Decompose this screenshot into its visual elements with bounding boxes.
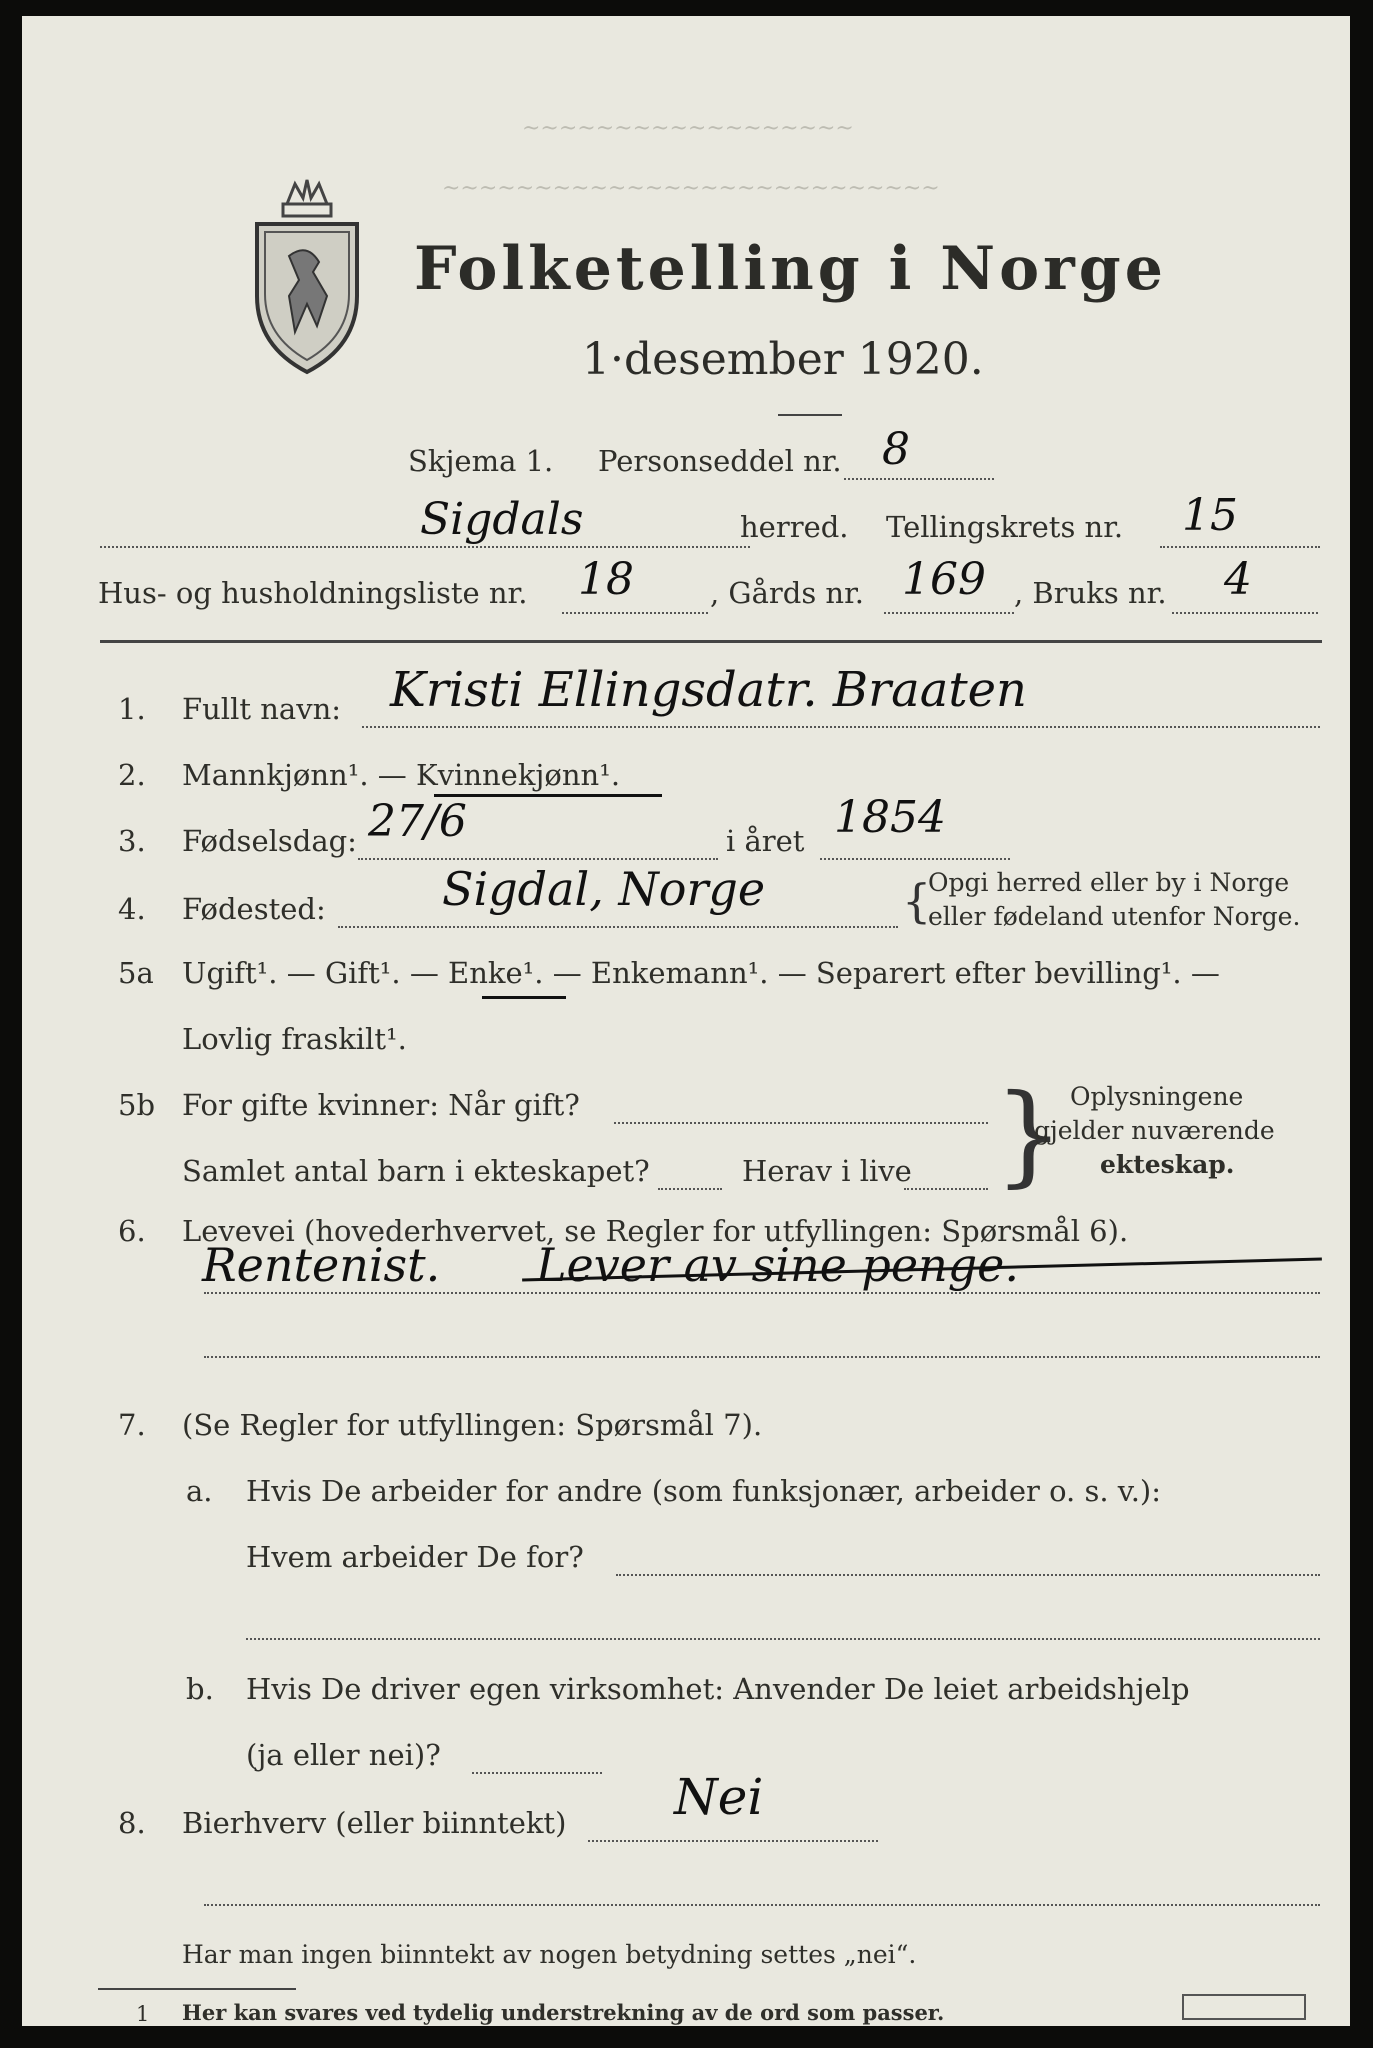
title-divider	[778, 414, 842, 416]
tellingskrets-value: 15	[1182, 490, 1238, 541]
full-name-field[interactable]	[362, 726, 1320, 728]
q5b-note-line1: Oplysningene	[1070, 1082, 1244, 1111]
herred-field[interactable]	[100, 546, 750, 548]
footnote-text: Her kan svares ved tydelig understrekning av de ord som passer.	[182, 2000, 945, 2025]
printer-stamp	[1182, 1994, 1306, 2020]
occupation-value: Rentenist.	[202, 1238, 441, 1292]
gards-field[interactable]	[884, 612, 1014, 614]
q5b-children-label: Samlet antal barn i ekteskapet?	[182, 1154, 650, 1188]
q7a-letter: a.	[186, 1474, 213, 1508]
husholdningsliste-value: 18	[578, 554, 634, 605]
occupation-field-line2[interactable]	[204, 1356, 1320, 1358]
q7-number: 7.	[118, 1408, 146, 1442]
q5a-marital-options: Ugift¹. — Gift¹. — Enke¹. — Enkemann¹. — Separert efter bevilling¹. —	[182, 956, 1220, 990]
children-alive-field[interactable]	[904, 1188, 988, 1190]
employer-field-line2[interactable]	[246, 1638, 1320, 1640]
side-income-value: Nei	[674, 1768, 764, 1826]
q3-label: Fødselsdag:	[182, 824, 357, 858]
husholdningsliste-field[interactable]	[562, 612, 708, 614]
footnote-mark: 1	[136, 2002, 150, 2026]
married-when-field[interactable]	[614, 1122, 988, 1124]
q4-note-line1: Opgi herred eller by i Norge	[928, 868, 1290, 897]
coat-of-arms-icon	[247, 176, 367, 380]
q7b-letter: b.	[186, 1672, 214, 1706]
q2-gender-options: Mannkjønn¹. — Kvinnekjønn¹.	[182, 758, 621, 792]
hired-help-field[interactable]	[472, 1772, 602, 1774]
q7a-employer-label: Hvem arbeider De for?	[246, 1540, 584, 1574]
bruks-field[interactable]	[1172, 612, 1318, 614]
occupation-struck-value: Lever av sine penge.	[536, 1238, 1019, 1292]
herred-label: herred.	[740, 510, 849, 544]
q5b-number: 5b	[118, 1088, 156, 1122]
footnote-divider	[98, 1988, 296, 1990]
q7b-line2: (ja eller nei)?	[246, 1738, 441, 1772]
form-title: Folketelling i Norge	[414, 234, 1167, 304]
year-label: i året	[726, 824, 805, 858]
q8-number: 8.	[118, 1806, 146, 1840]
q5b-alive-label: Herav i live	[742, 1154, 912, 1188]
side-income-field[interactable]	[588, 1840, 878, 1842]
herred-value: Sigdals	[420, 494, 584, 545]
birth-year-value: 1854	[834, 792, 946, 843]
occupation-field[interactable]	[204, 1292, 1320, 1294]
birth-year-field[interactable]	[820, 858, 1010, 860]
q5b-married-when-label: For gifte kvinner: Når gift?	[182, 1088, 580, 1122]
kvinnekjonn-underline	[434, 794, 662, 797]
q6-number: 6.	[118, 1214, 146, 1248]
gards-value: 169	[902, 554, 986, 605]
side-income-note: Har man ingen biinntekt av nogen betydning settes „nei“.	[182, 1940, 917, 1969]
full-name-value: Kristi Ellingsdatr. Braaten	[390, 662, 1027, 718]
census-form-page	[22, 16, 1350, 2026]
q4-number: 4.	[118, 892, 146, 926]
bleed-through-text: ~~~~~~~~~~~~~~~~~~~~~~~~~~~	[442, 176, 940, 201]
q5b-note-brace: }	[994, 1070, 1064, 1198]
enke-underline	[482, 996, 566, 999]
bleed-through-text: ~~~~~~~~~~~~~~~~~~	[522, 116, 854, 141]
q5b-note-line3: ekteskap.	[1100, 1150, 1235, 1179]
gards-label: , Gårds nr.	[710, 576, 864, 610]
q3-number: 3.	[118, 824, 146, 858]
birthday-field[interactable]	[358, 858, 718, 860]
q1-label: Fullt navn:	[182, 692, 342, 726]
q5b-note-line2: gjelder nuværende	[1034, 1116, 1275, 1145]
side-income-field-line2[interactable]	[204, 1904, 1320, 1906]
q5a-number: 5a	[118, 956, 154, 990]
census-date: 1·desember 1920.	[582, 334, 984, 385]
personseddel-value: 8	[882, 424, 910, 475]
birthday-value: 27/6	[368, 796, 467, 847]
q4-note-bracket: {	[902, 874, 932, 928]
tellingskrets-label: Tellingskrets nr.	[886, 510, 1124, 544]
header-divider	[100, 640, 1322, 643]
tellingskrets-field[interactable]	[1160, 546, 1320, 548]
husholdningsliste-label: Hus- og husholdningsliste nr.	[98, 576, 528, 610]
personseddel-label: Personseddel nr.	[598, 444, 842, 478]
schema-label: Skjema 1.	[408, 444, 554, 478]
bruks-label: , Bruks nr.	[1014, 576, 1167, 610]
birthplace-field[interactable]	[338, 926, 898, 928]
bruks-value: 4	[1224, 554, 1252, 605]
personseddel-field[interactable]	[844, 478, 994, 480]
q1-number: 1.	[118, 692, 146, 726]
children-total-field[interactable]	[658, 1188, 722, 1190]
q2-number: 2.	[118, 758, 146, 792]
q8-label: Bierhverv (eller biinntekt)	[182, 1806, 567, 1840]
birthplace-value: Sigdal, Norge	[442, 862, 766, 916]
q4-label: Fødested:	[182, 892, 326, 926]
q4-note-line2: eller fødeland utenfor Norge.	[928, 902, 1301, 931]
q6-occupation-label: Levevei (hovederhvervet, se Regler for utfyllingen: Spørsmål 6).	[182, 1214, 1129, 1248]
employer-field[interactable]	[616, 1574, 1320, 1576]
q7a-line1: Hvis De arbeider for andre (som funksjonær, arbeider o. s. v.):	[246, 1474, 1162, 1508]
q7b-line1: Hvis De driver egen virksomhet: Anvender De leiet arbeidshjelp	[246, 1672, 1190, 1706]
q7-label: (Se Regler for utfyllingen: Spørsmål 7).	[182, 1408, 763, 1442]
q5a-marital-options-cont: Lovlig fraskilt¹.	[182, 1022, 407, 1056]
